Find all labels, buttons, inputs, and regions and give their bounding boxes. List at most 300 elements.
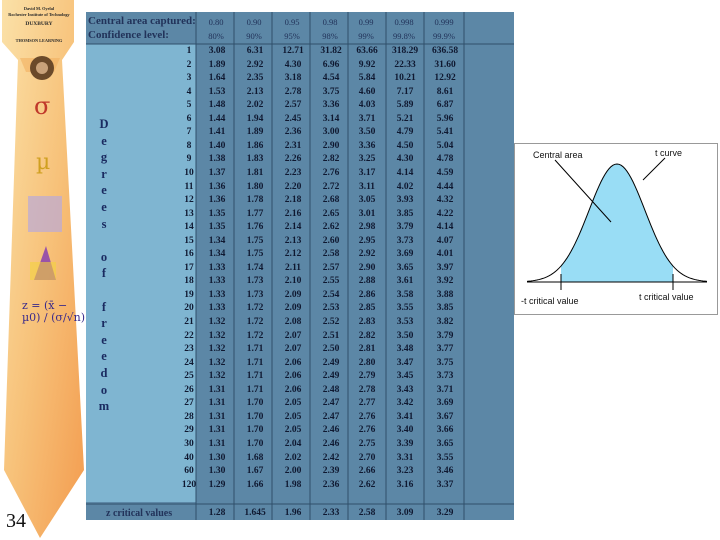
dof-letter: e <box>101 183 107 198</box>
table-cell: 3.05 <box>358 195 376 206</box>
table-cell: 2.98 <box>358 222 376 233</box>
table-cell: 2.79 <box>358 371 376 382</box>
central-area-value: 0.80 <box>208 17 224 27</box>
table-cell: 2.23 <box>284 167 302 178</box>
table-cell: 2.06 <box>284 384 302 395</box>
table-cell: 2.09 <box>284 289 302 300</box>
table-cell: 31.82 <box>320 46 342 56</box>
table-cell: 4.44 <box>436 181 454 192</box>
df-value: 22 <box>184 330 194 341</box>
table-cell: 3.73 <box>436 371 454 382</box>
table-cell: 3.39 <box>396 438 414 449</box>
table-cell: 4.54 <box>322 73 340 84</box>
table-cell: 1.48 <box>208 100 226 111</box>
table-cell: 1.75 <box>246 249 264 260</box>
table-cell: 3.40 <box>396 425 414 436</box>
table-cell: 2.45 <box>284 113 302 124</box>
table-cell: 12.92 <box>434 73 456 84</box>
z-critical-value: 2.33 <box>322 508 340 518</box>
df-value: 29 <box>184 425 194 436</box>
table-cell: 4.22 <box>436 208 454 219</box>
table-cell: 1.74 <box>246 262 264 273</box>
table-cell: 1.89 <box>246 127 264 138</box>
table-cell: 3.67 <box>436 411 454 422</box>
table-cell: 2.26 <box>284 154 302 165</box>
table-cell: 1.33 <box>208 303 226 314</box>
table-cell: 2.55 <box>322 276 340 287</box>
table-cell: 1.36 <box>208 181 226 192</box>
table-cell: 2.66 <box>358 466 376 477</box>
table-cell: 2.62 <box>322 222 340 233</box>
table-cell: 1.94 <box>246 113 264 124</box>
table-cell: 3.48 <box>396 344 414 355</box>
t-table <box>86 12 514 520</box>
table-cell: 3.00 <box>322 127 340 138</box>
table-cell: 1.32 <box>208 317 226 327</box>
table-cell: 1.71 <box>246 384 264 395</box>
table-cell: 1.83 <box>246 154 264 165</box>
table-cell: 2.53 <box>322 303 340 314</box>
z-critical-value: 1.96 <box>284 508 302 518</box>
table-cell: 3.69 <box>396 249 414 260</box>
table-cell: 1.36 <box>208 195 226 206</box>
confidence-level-header: Confidence level: <box>88 29 169 41</box>
df-value: 6 <box>186 113 192 124</box>
table-cell: 3.75 <box>436 357 454 368</box>
table-cell: 1.31 <box>208 438 226 449</box>
table-cell: 5.04 <box>436 140 454 151</box>
table-cell: 3.01 <box>358 208 376 219</box>
dof-letter: D <box>99 117 109 131</box>
table-cell: 2.18 <box>284 195 302 206</box>
central-area-value: 0.998 <box>394 17 414 27</box>
table-cell: 2.16 <box>284 208 302 219</box>
table-cell: 1.38 <box>208 154 226 165</box>
table-cell: 1.77 <box>246 208 264 219</box>
confidence-value: 98% <box>322 31 338 41</box>
table-cell: 2.81 <box>358 344 376 355</box>
df-value: 2 <box>186 59 192 70</box>
z-critical-value: 3.29 <box>436 508 454 518</box>
table-cell: 1.30 <box>208 466 226 477</box>
df-value: 15 <box>184 235 194 246</box>
table-cell: 1.86 <box>246 140 264 151</box>
dof-spacer <box>94 282 114 299</box>
table-cell: 2.13 <box>284 235 302 246</box>
table-cell: 3.88 <box>436 289 454 300</box>
table-cell: 1.32 <box>208 330 226 341</box>
z-critical-value: 1.28 <box>208 508 226 518</box>
table-cell: 1.37 <box>208 167 226 178</box>
pos-critical-label: t critical value <box>639 292 694 302</box>
table-cell: 1.70 <box>246 438 264 449</box>
table-cell: 2.46 <box>322 425 340 436</box>
table-cell: 2.48 <box>322 384 340 395</box>
table-cell: 3.92 <box>436 276 454 287</box>
table-cell: 4.32 <box>436 195 454 206</box>
table-cell: 5.21 <box>396 113 414 124</box>
df-value: 18 <box>184 276 194 287</box>
table-cell: 1.72 <box>246 330 264 341</box>
df-value: 26 <box>184 384 194 395</box>
z-critical-value: 1.645 <box>244 508 266 518</box>
df-value: 27 <box>184 398 194 409</box>
t-curve-figure <box>514 143 718 315</box>
table-cell: 2.70 <box>358 452 376 463</box>
table-cell: 10.21 <box>394 73 416 84</box>
table-cell: 1.76 <box>246 222 264 233</box>
central-area-value: 0.99 <box>358 17 374 27</box>
dof-letter: d <box>100 365 108 380</box>
table-cell: 2.65 <box>322 208 340 219</box>
table-cell: 1.53 <box>208 86 226 97</box>
df-value: 11 <box>184 181 194 192</box>
table-cell: 3.82 <box>436 317 454 327</box>
z-critical-value: 2.58 <box>358 508 376 518</box>
table-cell: 2.90 <box>322 140 340 151</box>
table-cell: 3.37 <box>436 479 454 490</box>
table-cell: 3.55 <box>396 303 414 314</box>
tie-graphic <box>0 0 86 540</box>
sigma-glyph: σ <box>34 92 51 120</box>
dof-letter: o <box>100 249 108 264</box>
table-cell: 4.60 <box>358 86 376 97</box>
table-cell: 1.66 <box>246 479 264 490</box>
table-cell: 2.47 <box>322 411 340 422</box>
table-cell: 2.85 <box>358 303 376 314</box>
table-cell: 3.53 <box>396 317 414 327</box>
table-cell: 1.44 <box>208 113 226 124</box>
table-cell: 63.66 <box>356 46 378 56</box>
table-cell: 2.60 <box>322 235 340 246</box>
table-cell: 3.18 <box>284 73 302 84</box>
table-cell: 8.61 <box>436 86 454 97</box>
table-cell: 2.88 <box>358 276 376 287</box>
df-value: 8 <box>186 140 192 151</box>
table-cell: 3.75 <box>322 86 340 97</box>
df-value: 20 <box>184 303 194 314</box>
table-cell: 2.42 <box>322 452 340 463</box>
table-cell: 3.65 <box>396 262 414 273</box>
table-cell: 2.80 <box>358 357 376 368</box>
table-cell: 3.79 <box>436 330 454 341</box>
table-cell: 2.46 <box>322 438 340 449</box>
table-cell: 2.92 <box>358 249 376 260</box>
dof-letter: e <box>101 332 107 347</box>
table-cell: 2.75 <box>358 438 376 449</box>
table-cell: 2.49 <box>322 371 340 382</box>
table-cell: 6.87 <box>436 100 454 111</box>
table-cell: 1.32 <box>208 357 226 368</box>
table-cell: 3.65 <box>436 438 454 449</box>
df-value: 24 <box>184 357 194 368</box>
table-cell: 1.35 <box>208 208 226 219</box>
table-cell: 2.08 <box>284 317 302 327</box>
table-cell: 2.76 <box>358 411 376 422</box>
table-cell: 3.45 <box>396 371 414 382</box>
table-cell: 1.80 <box>246 181 264 192</box>
df-value: 13 <box>184 208 194 219</box>
table-cell: 1.78 <box>246 195 264 206</box>
table-cell: 2.52 <box>322 317 340 327</box>
table-cell: 2.05 <box>284 411 302 422</box>
df-value: 17 <box>184 262 194 273</box>
df-value: 7 <box>186 127 192 138</box>
table-cell: 2.10 <box>284 276 302 287</box>
table-cell: 3.58 <box>396 289 414 300</box>
confidence-value: 80% <box>208 31 224 41</box>
table-cell: 2.13 <box>246 86 264 97</box>
table-cell: 1.32 <box>208 371 226 382</box>
table-cell: 2.02 <box>284 452 302 463</box>
table-cell: 2.68 <box>322 195 340 206</box>
table-cell: 2.06 <box>284 371 302 382</box>
table-cell: 1.71 <box>246 371 264 382</box>
table-cell: 4.14 <box>396 167 414 178</box>
table-cell: 3.46 <box>436 466 454 477</box>
table-cell: 1.72 <box>246 303 264 314</box>
table-cell: 2.49 <box>322 357 340 368</box>
table-cell: 636.58 <box>431 46 459 56</box>
table-cell: 2.39 <box>322 466 340 477</box>
table-cell: 1.67 <box>246 466 264 477</box>
table-cell: 2.06 <box>284 357 302 368</box>
table-cell: 318.29 <box>391 46 419 56</box>
table-cell: 5.84 <box>358 73 376 84</box>
table-cell: 1.33 <box>208 289 226 300</box>
table-cell: 3.11 <box>358 181 376 192</box>
table-cell: 1.31 <box>208 425 226 436</box>
confidence-value: 95% <box>284 31 300 41</box>
table-cell: 1.70 <box>246 398 264 409</box>
table-cell: 3.36 <box>358 140 376 151</box>
dof-letter: f <box>101 299 107 314</box>
table-cell: 3.17 <box>358 167 376 178</box>
dof-letter: s <box>101 216 107 231</box>
t-curve-pointer <box>643 158 665 180</box>
central-area-fill <box>561 164 673 282</box>
table-cell: 3.50 <box>396 330 414 341</box>
dof-spacer <box>94 232 114 249</box>
credit-imprint: THOMSON LEARNING <box>15 38 63 43</box>
table-cell: 3.43 <box>396 384 414 395</box>
table-cell: 1.68 <box>246 452 264 463</box>
table-cell: 1.71 <box>246 357 264 368</box>
table-cell: 2.76 <box>358 425 376 436</box>
table-cell: 5.96 <box>436 113 454 124</box>
table-cell: 2.51 <box>322 330 340 341</box>
table-cell: 2.05 <box>284 398 302 409</box>
table-cell: 1.30 <box>208 452 226 463</box>
table-cell: 6.31 <box>246 46 264 56</box>
table-cell: 4.50 <box>396 140 414 151</box>
table-cell: 2.36 <box>284 127 302 138</box>
table-cell: 2.05 <box>284 425 302 436</box>
dof-letter: r <box>101 166 107 181</box>
table-cell: 2.72 <box>322 181 340 192</box>
table-cell: 3.50 <box>358 127 376 138</box>
df-value: 40 <box>184 452 194 463</box>
table-cell: 1.72 <box>246 317 264 327</box>
df-value: 60 <box>184 466 194 477</box>
table-cell: 3.14 <box>322 113 340 124</box>
df-value: 28 <box>184 411 194 422</box>
table-cell: 2.78 <box>358 384 376 395</box>
credit-author: David M. Oyelal <box>23 6 55 11</box>
central-area-label: Central area <box>533 150 583 160</box>
dof-letter: e <box>101 349 107 364</box>
table-cell: 1.34 <box>208 249 226 260</box>
df-value: 5 <box>186 100 192 111</box>
table-cell: 3.41 <box>396 411 414 422</box>
table-cell: 4.07 <box>436 235 454 246</box>
df-value: 14 <box>184 222 194 233</box>
table-cell: 1.31 <box>208 411 226 422</box>
table-cell: 6.96 <box>322 59 340 70</box>
table-cell: 2.04 <box>284 438 302 449</box>
table-cell: 1.31 <box>208 384 226 395</box>
table-cell: 3.85 <box>396 208 414 219</box>
df-value: 3 <box>186 73 192 84</box>
central-area-value: 0.90 <box>246 17 262 27</box>
table-cell: 3.47 <box>396 357 414 368</box>
t-curve-plot <box>515 144 717 314</box>
df-value: 4 <box>186 86 192 97</box>
table-cell: 3.93 <box>396 195 414 206</box>
neg-critical-label: -t critical value <box>521 296 579 306</box>
table-cell: 1.98 <box>284 479 302 490</box>
dof-letter: g <box>100 150 108 165</box>
table-cell: 2.86 <box>358 289 376 300</box>
table-cell: 2.35 <box>246 73 264 84</box>
confidence-value: 99.8% <box>393 31 415 41</box>
table-cell: 2.76 <box>322 167 340 178</box>
table-cell: 1.89 <box>208 59 226 70</box>
table-cell: 3.66 <box>436 425 454 436</box>
table-cell: 9.92 <box>358 59 376 70</box>
central-area-header: Central area captured: <box>88 15 196 27</box>
table-cell: 4.01 <box>436 249 454 260</box>
table-cell: 1.73 <box>246 289 264 300</box>
table-cell: 1.81 <box>246 167 264 178</box>
credit-institution: Rochester Institute of Technology <box>8 12 70 17</box>
dof-letter: e <box>101 133 107 148</box>
table-cell: 3.79 <box>396 222 414 233</box>
table-cell: 1.73 <box>246 276 264 287</box>
t-curve-label: t curve <box>655 148 683 158</box>
table-cell: 4.30 <box>284 59 302 70</box>
table-cell: 1.40 <box>208 140 226 151</box>
table-cell: 1.70 <box>246 425 264 436</box>
table-cell: 3.23 <box>396 466 414 477</box>
table-cell: 3.55 <box>436 452 454 463</box>
table-cell: 2.31 <box>284 140 302 151</box>
table-cell: 2.00 <box>284 466 302 477</box>
df-value: 10 <box>184 167 194 178</box>
table-cell: 2.07 <box>284 344 302 355</box>
central-area-value: 0.999 <box>434 17 454 27</box>
table-cell: 3.36 <box>322 100 340 111</box>
table-cell: 12.71 <box>282 46 304 56</box>
table-cell: 2.83 <box>358 317 376 327</box>
df-value: 25 <box>184 371 194 382</box>
confidence-value: 99.9% <box>433 31 455 41</box>
table-cell: 3.97 <box>436 262 454 273</box>
table-cell: 31.60 <box>434 59 456 70</box>
table-cell: 1.64 <box>208 73 226 84</box>
table-cell: 2.50 <box>322 344 340 355</box>
central-area-value: 0.95 <box>284 17 300 27</box>
table-cell: 2.57 <box>322 262 340 273</box>
table-cell: 22.33 <box>394 59 416 70</box>
df-value: 1 <box>186 46 192 56</box>
table-cell: 2.62 <box>358 479 376 490</box>
table-cell: 2.54 <box>322 289 340 300</box>
table-cell: 2.82 <box>358 330 376 341</box>
df-value: 16 <box>184 249 194 260</box>
dof-letter: r <box>101 316 107 331</box>
table-cell: 3.73 <box>396 235 414 246</box>
table-cell: 5.89 <box>396 100 414 111</box>
table-cell: 2.82 <box>322 154 340 165</box>
z-critical-value: 3.09 <box>396 508 414 518</box>
table-cell: 1.34 <box>208 235 226 246</box>
dof-letter: o <box>100 382 108 397</box>
table-cell: 7.17 <box>396 86 414 97</box>
table-cell: 4.59 <box>436 167 454 178</box>
confidence-value: 90% <box>246 31 262 41</box>
table-cell: 2.58 <box>322 249 340 260</box>
table-cell: 4.03 <box>358 100 376 111</box>
page-number: 34 <box>6 510 26 532</box>
table-cell: 3.71 <box>358 113 376 124</box>
table-cell: 2.14 <box>284 222 302 233</box>
mu-glyph: µ <box>36 150 51 175</box>
df-value: 9 <box>186 154 192 165</box>
table-cell: 4.14 <box>436 222 454 233</box>
table-cell: 3.71 <box>436 384 454 395</box>
table-cell: 2.57 <box>284 100 302 111</box>
table-cell: 4.02 <box>396 181 414 192</box>
table-cell: 2.78 <box>284 86 302 97</box>
table-cell: 3.16 <box>396 479 414 490</box>
table-cell: 3.77 <box>436 344 454 355</box>
table-cell: 1.29 <box>208 479 226 490</box>
table-cell: 2.77 <box>358 398 376 409</box>
table-cell: 2.07 <box>284 330 302 341</box>
table-cell: 3.61 <box>396 276 414 287</box>
table-cell: 2.09 <box>284 303 302 314</box>
table-cell: 3.85 <box>436 303 454 314</box>
dof-letter: m <box>98 399 110 414</box>
table-cell: 1.32 <box>208 344 226 355</box>
df-value: 120 <box>181 479 197 490</box>
table-cell: 1.33 <box>208 262 226 273</box>
table-cell: 1.41 <box>208 127 226 138</box>
degrees-of-freedom-label <box>94 116 114 415</box>
table-cell: 2.36 <box>322 479 340 490</box>
credit-publisher: DUXBURY <box>25 21 53 27</box>
table-cell: 3.25 <box>358 154 376 165</box>
table-cell: 2.12 <box>284 249 302 260</box>
table-cell: 1.75 <box>246 235 264 246</box>
df-value: 21 <box>184 317 194 327</box>
table-cell: 2.02 <box>246 100 264 111</box>
table-cell: 1.35 <box>208 222 226 233</box>
table-cell: 1.70 <box>246 411 264 422</box>
table-cell: 2.47 <box>322 398 340 409</box>
df-value: 19 <box>184 289 194 300</box>
